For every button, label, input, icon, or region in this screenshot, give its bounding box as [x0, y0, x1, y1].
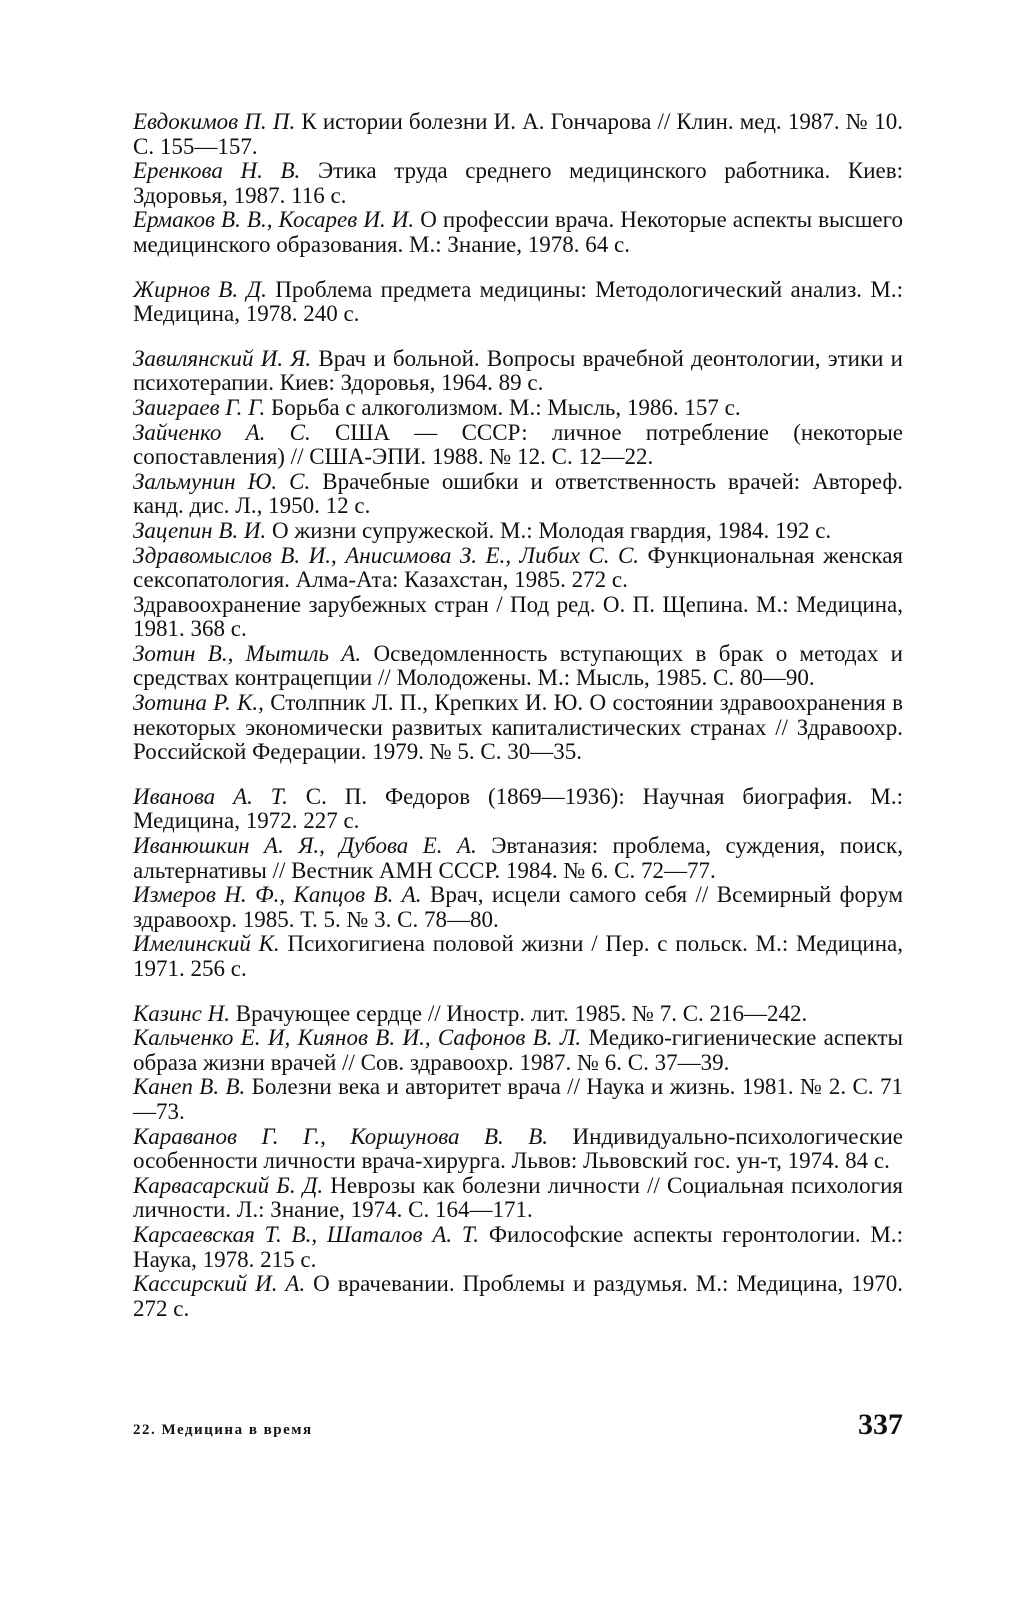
- bibliography-list: [133, 110, 903, 1321]
- bibliography-entry: [133, 347, 903, 396]
- entry-author: Зотин В., Мытиль А.: [133, 640, 362, 666]
- bibliography-entry: [133, 834, 903, 883]
- entry-text: Здравоохранение зарубежных стран / Под ред. О. П. Щепина. М.: Медицина, 1981. 368 с.: [133, 591, 903, 642]
- entry-author: Здравомыслов В. И., Анисимова З. Е., Либих С. С.: [133, 542, 640, 568]
- entry-author: Зотина Р. К.,: [133, 690, 264, 716]
- entry-author: Зацепин В. И.: [133, 517, 267, 543]
- bibliography-entry: [133, 1002, 903, 1027]
- bibliography-entry: [133, 1125, 903, 1174]
- entry-text: К истории болезни И. А. Гончарова // Клин. мед. 1987. № 10. С. 155—157.: [133, 109, 903, 159]
- entry-author: Зайченко А. С.: [133, 419, 311, 445]
- entry-text: Медико-гигиенические аспекты образа жизни врачей // Сов. здравоохр. 1987. № 6. С. 37—39.: [133, 1025, 903, 1075]
- entry-author: Зальмунин Ю. С.: [133, 468, 311, 494]
- entry-text: Врачующее сердце // Иностр. лит. 1985. № 7. С. 216—242.: [229, 1000, 808, 1026]
- letter-section: [133, 347, 903, 765]
- entry-text: С. П. Федоров (1869—1936): Научная биография. М.: Медицина, 1972. 227 с.: [133, 783, 903, 834]
- bibliography-entry: [133, 396, 903, 421]
- letter-section: [133, 785, 903, 982]
- entry-author: Карсаевская Т. В., Шаталов А. Т.: [133, 1221, 480, 1247]
- entry-author: Карвасарский Б. Д.: [133, 1172, 324, 1198]
- printer-signature: 22. Медицина в время: [133, 1422, 313, 1438]
- entry-author: Иванюшкин А. Я., Дубова Е. А.: [133, 833, 477, 859]
- entry-text: Осведомленность вступающих в брак о методах и средствах контрацепции // Молодожены. М.: Мысль, 1985. С. 80—90.: [133, 640, 903, 691]
- entry-text: Врач и больной. Вопросы врачебной деонтологии, этики и психотерапии. Киев: Здоровья, 1964. 89 с.: [133, 345, 903, 396]
- entry-author: Ермаков В. В., Косарев И. И.: [133, 207, 415, 233]
- entry-author: Заиграев Г. Г.: [133, 394, 266, 420]
- page-footer: [133, 1408, 903, 1442]
- letter-section: [133, 110, 903, 258]
- bibliography-entry: [133, 470, 903, 519]
- bibliography-entry: [133, 883, 903, 932]
- entry-text: О жизни супружеской. М.: Молодая гвардия, 1984. 192 с.: [266, 517, 832, 543]
- entry-author: Канеп В. В.: [133, 1074, 246, 1100]
- entry-author: Еренкова Н. В.: [133, 158, 301, 184]
- entry-text: Философские аспекты геронтологии. М.: Наука, 1978. 215 с.: [133, 1221, 904, 1272]
- entry-author: Измеров Н. Ф., Капцов В. А.: [133, 882, 422, 908]
- bibliography-entry: [133, 278, 903, 327]
- entry-text: Неврозы как болезни личности // Социальная психология личности. Л.: Знание, 1974. С. 164—171.: [133, 1172, 903, 1223]
- bibliography-entry: [133, 1223, 903, 1272]
- entry-text: Функциональная женская сексопатология. Алма-Ата: Казахстан, 1985. 272 с.: [133, 542, 903, 593]
- entry-text: Эвтаназия: проблема, суждения, поиск, альтернативы // Вестник АМН СССР. 1984. № 6. С. 72—77.: [133, 833, 903, 883]
- entry-text: Врачебные ошибки и ответственность врачей: Автореф. канд. дис. Л., 1950. 12 с.: [133, 468, 903, 519]
- entry-text: О врачевании. Проблемы и раздумья. М.: Медицина, 1970. 272 с.: [133, 1271, 904, 1321]
- entry-author: Иванова А. Т.: [133, 783, 288, 809]
- entry-text: Индивидуально-психологические особенности личности врача-хирурга. Львов: Львовский гос. ун-т, 1974. 84 с.: [133, 1123, 903, 1174]
- bibliography-entry: [133, 110, 903, 159]
- entry-author: Кассирский И. А.: [133, 1271, 306, 1297]
- bibliography-entry: [133, 1075, 903, 1124]
- entry-author: Кальченко Е. И, Киянов В. И., Сафонов В. Л.: [133, 1025, 582, 1051]
- entry-author: Казинс Н.: [133, 1000, 230, 1026]
- bibliography-entry: [133, 1026, 903, 1075]
- entry-author: Имелинский К.: [133, 931, 280, 957]
- bibliography-entry: [133, 208, 903, 257]
- entry-author: Караванов Г. Г., Коршунова В. В.: [133, 1123, 549, 1149]
- entry-text: Врач, исцели самого себя // Всемирный форум здравоохр. 1985. Т. 5. № 3. С. 78—80.: [133, 882, 904, 932]
- entry-text: Борьба с алкоголизмом. М.: Мысль, 1986. 157 с.: [265, 394, 741, 420]
- bibliography-entry: [133, 421, 903, 470]
- entry-author: Завилянский И. Я.: [133, 345, 312, 371]
- bibliography-entry: [133, 544, 903, 593]
- bibliography-entry: [133, 932, 903, 981]
- letter-section: [133, 278, 903, 327]
- entry-text: Болезни века и авторитет врача // Наука и жизнь. 1981. № 2. С. 71—73.: [133, 1074, 904, 1124]
- entry-text: Этика труда среднего медицинского работника. Киев: Здоровья, 1987. 116 с.: [133, 158, 904, 208]
- entry-text: США — СССР: личное потребление (некоторые сопоставления) // США-ЭПИ. 1988. № 12. С. 12—22.: [133, 419, 903, 470]
- bibliography-entry: [133, 1272, 903, 1321]
- entry-author: Жирнов В. Д.: [133, 276, 267, 302]
- entry-text: О профессии врача. Некоторые аспекты высшего медицинского образования. М.: Знание, 1978. 64 с.: [133, 207, 903, 257]
- bibliography-entry: [133, 519, 903, 544]
- bibliography-entry: [133, 691, 903, 765]
- entry-text: Психогигиена половой жизни / Пер. с польск. М.: Медицина, 1971. 256 с.: [133, 931, 903, 981]
- bibliography-entry: [133, 642, 903, 691]
- entry-text: Столпник Л. П., Крепких И. Ю. О состоянии здравоохранения в некоторых экономически развитых капиталистических странах // Здравоохр. Российской Федерации. 1979. № 5. С. 30—35.: [133, 690, 903, 765]
- letter-section: [133, 1002, 903, 1322]
- entry-author: Евдокимов П. П.: [133, 109, 296, 134]
- bibliography-entry: [133, 159, 903, 208]
- bibliography-entry: [133, 785, 903, 834]
- bibliography-entry: [133, 1174, 903, 1223]
- bibliography-entry: [133, 593, 903, 642]
- entry-text: Проблема предмета медицины: Методологический анализ. М.: Медицина, 1978. 240 с.: [133, 276, 903, 327]
- page-number: 337: [858, 1408, 903, 1441]
